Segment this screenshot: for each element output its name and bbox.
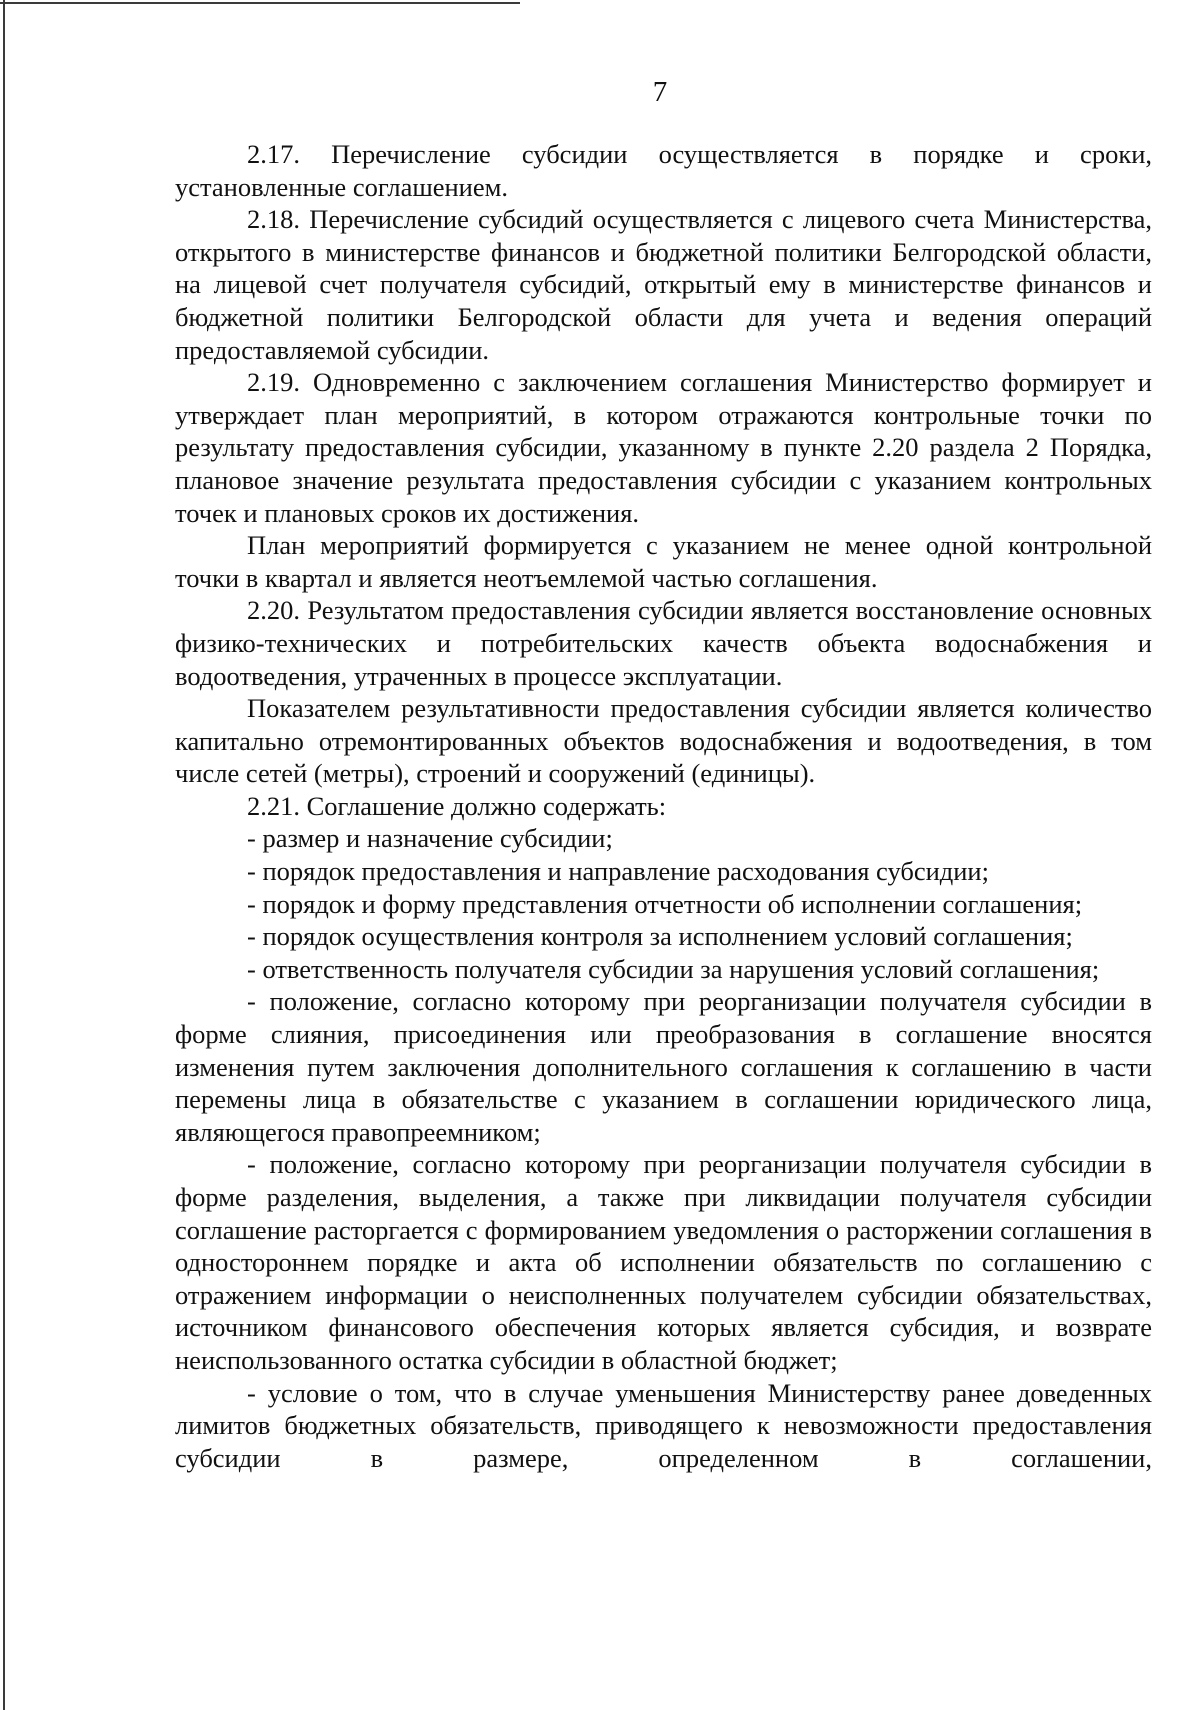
list-item-limits: - условие о том, что в случае уменьшения Министерству ранее доведенных лимитов бюджетных обязательств, приводящего к невозможности предоставления субсидии в размере, определенном в соглашении, <box>175 1377 1152 1473</box>
list-item-responsibility: - ответственность получателя субсидии за нарушения условий соглашения; <box>247 953 1100 984</box>
list-item-control: - порядок осуществления контроля за исполнением условий соглашения; <box>247 921 1073 952</box>
list-item-size: - размер и назначение субсидии; <box>247 823 613 854</box>
paragraph-2-19: 2.19. Одновременно с заключением соглашения Министерство формирует и утверждает план мероприятий, в котором отражаются контрольные точки по результату предоставления субсидии, указанному в пункте 2.20 раздела 2 Порядка, плановое значение результата предоставления субсидии с указанием контрольных точек и плановых сроков их достижения. <box>175 367 1152 528</box>
list-item-reorganization-merge: - положение, согласно которому при реорганизации получателя субсидии в форме слияния, присоединения или преобразования в соглашение вносятся изменения путем заключения дополнительного соглашения к соглашению в части перемены лица в обязательстве с указанием в соглашении юридического лица, являющегося правопреемником; <box>175 986 1152 1147</box>
paragraph-plan: План мероприятий формируется с указанием не менее одной контрольной точки в квартал и является неотъемлемой частью соглашения. <box>175 530 1152 593</box>
list-item-reorganization-split: - положение, согласно которому при реорганизации получателя субсидии в форме разделения, выделения, а также при ликвидации получателя субсидии соглашение расторгается с формированием уведомления о расторжении соглашения в одностороннем порядке и акта об исполнении обязательств по соглашению с отражением информации о неисполненных получателем субсидии обязательствах, источником финансового обеспечения которых является субсидия, и возврате неиспользованного остатка субсидии в областной бюджет; <box>175 1149 1152 1375</box>
scan-edge-top <box>0 2 520 4</box>
paragraph-2-17: 2.17. Перечисление субсидии осуществляется в порядке и сроки, установленные соглашением. <box>175 139 1152 202</box>
list-item-procedure: - порядок предоставления и направление расходования субсидии; <box>247 856 989 887</box>
list-item-reporting: - порядок и форму представления отчетности об исполнении соглашения; <box>247 888 1083 919</box>
page-number: 7 <box>652 76 668 108</box>
scan-edge-left <box>3 0 5 1710</box>
paragraph-2-18: 2.18. Перечисление субсидий осуществляется с лицевого счета Министерства, открытого в министерстве финансов и бюджетной политики Белгородской области, на лицевой счет получателя субсидий, открытый ему в министерстве финансов и бюджетной политики Белгородской области для учета и ведения операций предоставляемой субсидии. <box>175 204 1152 365</box>
paragraph-2-21: 2.21. Соглашение должно содержать: <box>247 790 667 821</box>
document-body <box>175 138 1152 1474</box>
paragraph-indicator: Показателем результативности предоставления субсидии является количество капитально отремонтированных объектов водоснабжения и водоотведения, в том числе сетей (метры), строений и сооружений (единицы). <box>175 693 1152 789</box>
paragraph-2-20: 2.20. Результатом предоставления субсидии является восстановление основных физико-технических и потребительских качеств объекта водоснабжения и водоотведения, утраченных в процессе эксплуатации. <box>175 595 1152 691</box>
